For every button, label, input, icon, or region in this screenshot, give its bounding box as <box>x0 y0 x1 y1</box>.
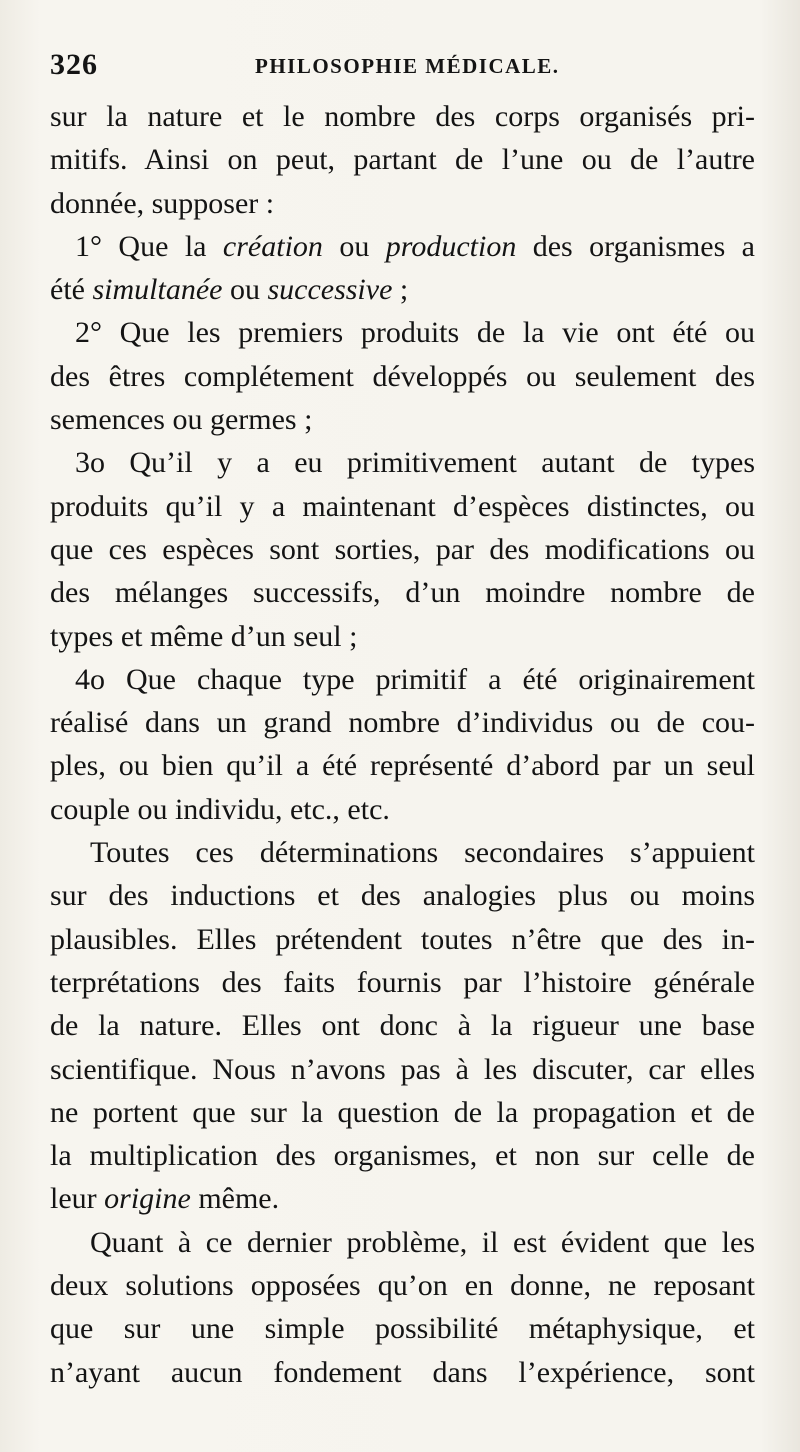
italic-term: simultanée <box>92 273 223 307</box>
text-line: types et même d’un seul ; <box>50 619 358 653</box>
text-line: sur la nature et le nombre des corps organisés pri- <box>50 100 755 133</box>
text-line: sur des inductions et des analogies plus ou moins <box>50 879 755 913</box>
body-text <box>50 95 755 1394</box>
text-line: 2° Que les premiers produits de la vie ont été ou <box>75 316 755 350</box>
text-line <box>50 268 755 311</box>
text-segment: ou <box>322 229 386 263</box>
text-line: des mélanges successifs, d’un moindre nombre de <box>50 576 755 610</box>
text-line: n’ayant aucun fondement dans l’expérience, sont <box>50 1355 755 1389</box>
page-header <box>50 44 750 84</box>
text-line: scientifique. Nous n’avons pas à les discuter, car elles <box>50 1052 755 1086</box>
text-segment: 1° Que la <box>75 229 223 263</box>
text-segment: leur <box>50 1182 105 1216</box>
text-line <box>50 225 755 268</box>
text-line: terprétations des faits fournis par l’histoire générale <box>50 965 755 999</box>
text-line: plausibles. Elles prétendent toutes n’être que des in- <box>50 922 755 956</box>
italic-term: origine <box>104 1182 191 1216</box>
text-line: Toutes ces déterminations secondaires s’appuient <box>90 836 755 870</box>
text-line: donnée, supposer : <box>50 186 275 220</box>
text-line: ne portent que sur la question de la propagation et de <box>50 1095 755 1129</box>
text-line: des êtres complétement développés ou seulement des <box>50 359 755 393</box>
running-head: PHILOSOPHIE MÉDICALE. <box>255 54 560 78</box>
text-line: réalisé dans un grand nombre d’individus ou de cou- <box>50 706 755 740</box>
text-segment: ou <box>222 273 268 307</box>
text-line: la multiplication des organismes, et non sur celle de <box>50 1139 755 1173</box>
text-line: que sur une simple possibilité métaphysique, et <box>50 1312 755 1346</box>
text-segment: été <box>50 273 93 307</box>
text-line: produits qu’il y a maintenant d’espèces distinctes, ou <box>50 489 755 523</box>
text-line: couple ou individu, etc., etc. <box>50 792 390 826</box>
text-line: 4o Que chaque type primitif a été originairement <box>75 662 755 696</box>
text-line: semences ou germes ; <box>50 403 313 437</box>
text-line: mitifs. Ainsi on peut, partant de l’une ou de l’autre <box>50 143 755 177</box>
text-line <box>50 1177 755 1220</box>
text-segment: des organismes a <box>516 229 755 263</box>
text-line: de la nature. Elles ont donc à la rigueur une base <box>50 1009 755 1043</box>
italic-term: successive <box>267 273 393 307</box>
italic-term: création <box>222 229 323 263</box>
text-line: 3o Qu’il y a eu primitivement autant de types <box>75 446 755 480</box>
text-segment: même. <box>190 1182 280 1216</box>
text-line: que ces espèces sont sorties, par des modifications ou <box>50 532 755 566</box>
page-number: 326 <box>50 48 98 81</box>
text-segment: ; <box>392 273 409 307</box>
italic-term: production <box>385 229 517 263</box>
text-line: Quant à ce dernier problème, il est évident que les <box>90 1225 755 1259</box>
text-line: ples, ou bien qu’il a été représenté d’abord par un seul <box>50 749 755 783</box>
text-line: deux solutions opposées qu’on en donne, ne reposant <box>50 1269 755 1303</box>
